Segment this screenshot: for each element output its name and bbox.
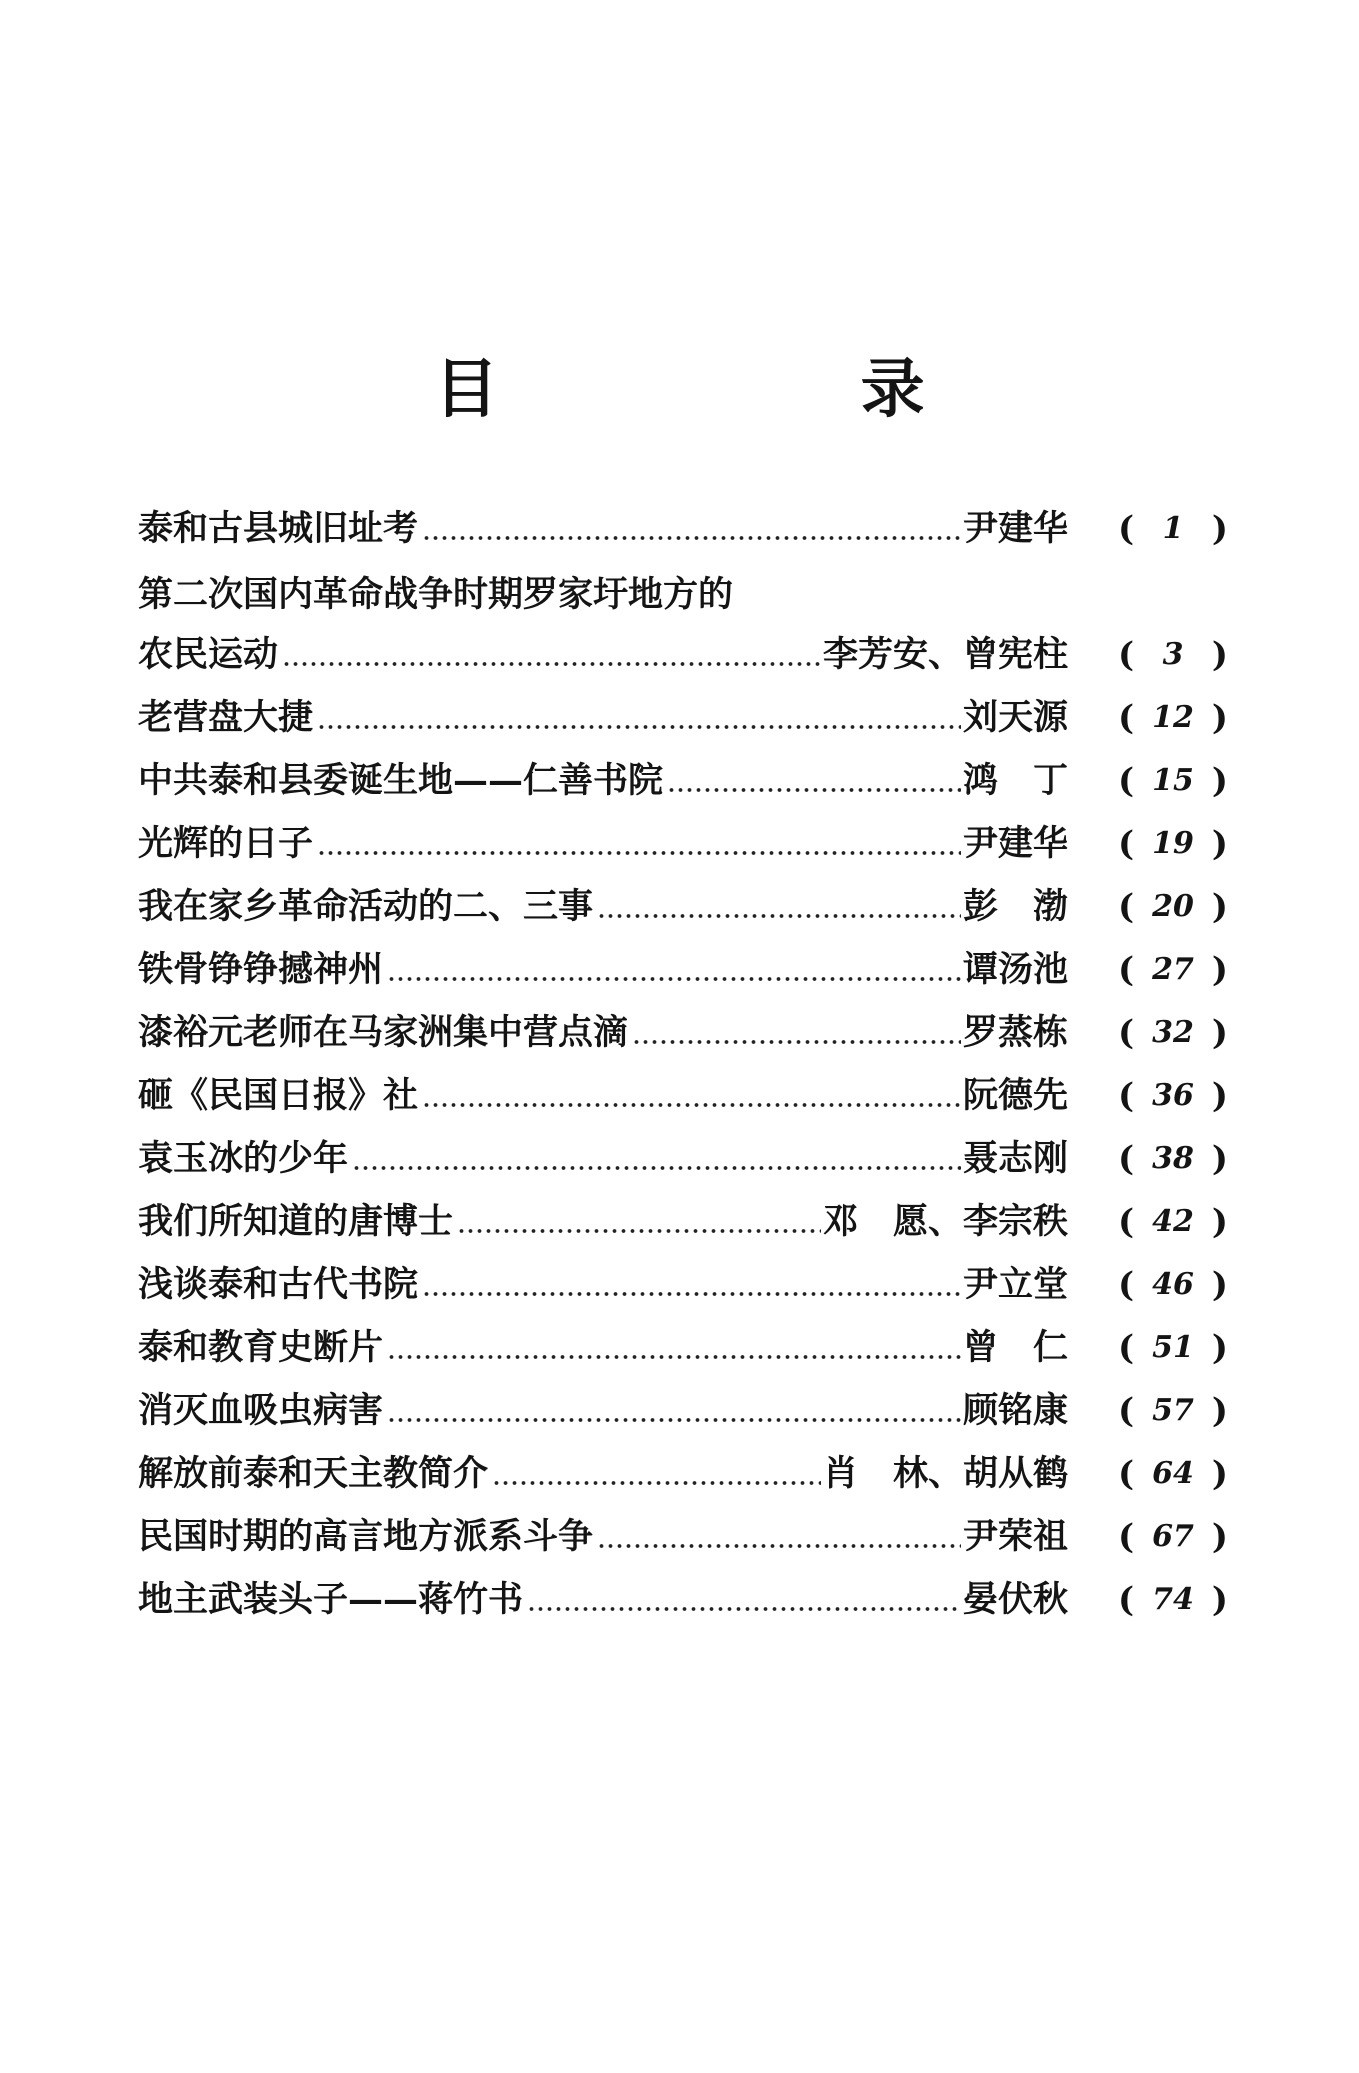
close-paren: ) (1211, 949, 1228, 990)
entry-author: 谭汤池 (962, 948, 1068, 990)
toc-row (138, 812, 1068, 875)
toc-entry (138, 1253, 1228, 1316)
entry-title: 老营盘大捷 (138, 696, 314, 738)
page-number: 57 (1152, 1393, 1194, 1428)
dot-leader (597, 912, 961, 920)
page-number: 74 (1152, 1582, 1194, 1617)
page-number: 15 (1152, 763, 1194, 798)
dot-leader (422, 534, 961, 542)
entry-page (1118, 1001, 1228, 1064)
entry-page (1118, 1379, 1228, 1442)
entry-author: 曾 仁 (962, 1326, 1068, 1368)
entry-title: 光辉的日子 (138, 822, 314, 864)
open-paren: ( (1118, 1138, 1135, 1179)
toc-row (138, 1253, 1068, 1316)
open-paren: ( (1118, 823, 1135, 864)
entry-page (1118, 1568, 1228, 1631)
entry-author: 鸿 丁 (962, 759, 1068, 801)
toc-entry (138, 938, 1228, 1001)
entry-title: 农民运动 (138, 633, 279, 675)
page-number: 27 (1152, 952, 1194, 987)
toc-entry (138, 1505, 1228, 1568)
entry-page (1118, 938, 1228, 1001)
open-paren: ( (1118, 697, 1135, 738)
entry-page (1118, 623, 1228, 686)
open-paren: ( (1118, 508, 1135, 549)
toc-entry (138, 497, 1228, 560)
dot-leader (317, 723, 961, 731)
dot-leader (422, 1101, 961, 1109)
close-paren: ) (1211, 1075, 1228, 1116)
close-paren: ) (1211, 1264, 1228, 1305)
entry-title: 中共泰和县委诞生地——仁善书院 (138, 759, 664, 801)
close-paren: ) (1211, 697, 1228, 738)
entry-title: 我在家乡革命活动的二、三事 (138, 885, 594, 927)
toc-row (138, 1127, 1068, 1190)
entry-page (1118, 812, 1228, 875)
entry-title: 民国时期的高言地方派系斗争 (138, 1515, 594, 1557)
open-paren: ( (1118, 949, 1135, 990)
entry-title: 砸《民国日报》社 (138, 1074, 419, 1116)
dot-leader (282, 660, 821, 668)
page-number: 46 (1152, 1267, 1194, 1302)
page-title: 目 录 (434, 352, 1095, 427)
entry-page (1118, 749, 1228, 812)
page-number: 20 (1152, 889, 1194, 924)
toc-entry (138, 1064, 1228, 1127)
entry-page (1118, 1127, 1228, 1190)
open-paren: ( (1118, 1390, 1135, 1431)
toc-row (138, 749, 1068, 812)
toc-entry (138, 749, 1228, 812)
toc-row (138, 938, 1068, 1001)
toc-entry (138, 1190, 1228, 1253)
close-paren: ) (1211, 1390, 1228, 1431)
close-paren: ) (1211, 823, 1228, 864)
entry-author: 李芳安、曾宪柱 (822, 633, 1068, 675)
toc-entry (138, 1001, 1228, 1064)
entry-title: 浅谈泰和古代书院 (138, 1263, 419, 1305)
entry-title: 泰和教育史断片 (138, 1326, 384, 1368)
entry-page (1118, 1064, 1228, 1127)
page-number: 12 (1152, 700, 1194, 735)
open-paren: ( (1118, 1075, 1135, 1116)
open-paren: ( (1118, 1201, 1135, 1242)
toc-row (138, 1190, 1068, 1253)
close-paren: ) (1211, 508, 1228, 549)
entry-page (1118, 875, 1228, 938)
open-paren: ( (1118, 634, 1135, 675)
page-number: 51 (1152, 1330, 1194, 1365)
entry-title: 袁玉冰的少年 (138, 1137, 349, 1179)
entry-page (1118, 1505, 1228, 1568)
entry-author: 聂志刚 (962, 1137, 1068, 1179)
open-paren: ( (1118, 1516, 1135, 1557)
toc-entry (138, 875, 1228, 938)
dot-leader (527, 1605, 961, 1613)
open-paren: ( (1118, 1012, 1135, 1053)
entry-page (1118, 1190, 1228, 1253)
open-paren: ( (1118, 760, 1135, 801)
entry-title: 泰和古县城旧址考 (138, 507, 419, 549)
open-paren: ( (1118, 1327, 1135, 1368)
entry-author: 尹建华 (962, 822, 1068, 864)
close-paren: ) (1211, 634, 1228, 675)
toc-entry-title-continued (138, 560, 1218, 623)
toc-row (138, 1064, 1068, 1127)
toc-row (138, 1001, 1068, 1064)
page-number: 3 (1162, 637, 1184, 672)
entry-author: 肖 林、胡从鹤 (822, 1452, 1068, 1494)
toc-row (138, 1316, 1068, 1379)
page-number: 32 (1152, 1015, 1194, 1050)
close-paren: ) (1211, 1012, 1228, 1053)
entry-page (1118, 686, 1228, 749)
toc-row (138, 1379, 1068, 1442)
toc-row (138, 686, 1068, 749)
toc-row (138, 1442, 1068, 1505)
open-paren: ( (1118, 1453, 1135, 1494)
page-number: 64 (1152, 1456, 1194, 1491)
open-paren: ( (1118, 886, 1135, 927)
open-paren: ( (1118, 1579, 1135, 1620)
toc-entry (138, 1316, 1228, 1379)
entry-author: 尹立堂 (962, 1263, 1068, 1305)
open-paren: ( (1118, 1264, 1135, 1305)
page-number: 38 (1152, 1141, 1194, 1176)
dot-leader (317, 849, 961, 857)
close-paren: ) (1211, 1201, 1228, 1242)
dot-leader (492, 1479, 821, 1487)
close-paren: ) (1211, 1327, 1228, 1368)
dot-leader (667, 786, 961, 794)
close-paren: ) (1211, 886, 1228, 927)
entry-page (1118, 1253, 1228, 1316)
close-paren: ) (1211, 760, 1228, 801)
toc-row (138, 623, 1068, 686)
page-number: 67 (1152, 1519, 1194, 1554)
toc-entry (138, 1379, 1228, 1442)
dot-leader (457, 1227, 821, 1235)
toc-entry (138, 686, 1228, 749)
entry-author: 彭 渤 (962, 885, 1068, 927)
close-paren: ) (1211, 1453, 1228, 1494)
entry-page (1118, 1442, 1228, 1505)
page-number: 36 (1152, 1078, 1194, 1113)
entry-author: 晏伏秋 (962, 1578, 1068, 1620)
entry-title: 铁骨铮铮撼神州 (138, 948, 384, 990)
entry-title: 我们所知道的唐博士 (138, 1200, 454, 1242)
toc-row (138, 875, 1068, 938)
entry-page (1118, 497, 1228, 560)
close-paren: ) (1211, 1516, 1228, 1557)
page-number: 1 (1162, 511, 1184, 546)
dot-leader (387, 1353, 961, 1361)
table-of-contents (138, 497, 1228, 1631)
entry-title: 消灭血吸虫病害 (138, 1389, 384, 1431)
dot-leader (387, 975, 961, 983)
entry-author: 邓 愿、李宗秩 (822, 1200, 1068, 1242)
entry-author: 尹建华 (962, 507, 1068, 549)
toc-row (138, 1568, 1068, 1631)
dot-leader (352, 1164, 961, 1172)
entry-title: 地主武装头子——蒋竹书 (138, 1578, 524, 1620)
toc-entry (138, 623, 1228, 686)
entry-title-line1: 第二次国内革命战争时期罗家圩地方的 (138, 573, 734, 615)
toc-row (138, 1505, 1068, 1568)
entry-author: 尹荣祖 (962, 1515, 1068, 1557)
dot-leader (597, 1542, 961, 1550)
entry-author: 阮德先 (962, 1074, 1068, 1116)
dot-leader (387, 1416, 961, 1424)
toc-row (138, 497, 1068, 560)
toc-entry (138, 1568, 1228, 1631)
close-paren: ) (1211, 1138, 1228, 1179)
dot-leader (632, 1038, 961, 1046)
entry-author: 罗蒸栋 (962, 1011, 1068, 1053)
close-paren: ) (1211, 1579, 1228, 1620)
dot-leader (422, 1290, 961, 1298)
entry-title: 解放前泰和天主教简介 (138, 1452, 489, 1494)
toc-entry (138, 1127, 1228, 1190)
page-number: 19 (1152, 826, 1194, 861)
entry-page (1118, 1316, 1228, 1379)
toc-entry (138, 812, 1228, 875)
entry-title: 漆裕元老师在马家洲集中营点滴 (138, 1011, 629, 1053)
toc-entry (138, 1442, 1228, 1505)
entry-author: 顾铭康 (962, 1389, 1068, 1431)
page-number: 42 (1152, 1204, 1194, 1239)
entry-author: 刘天源 (962, 696, 1068, 738)
